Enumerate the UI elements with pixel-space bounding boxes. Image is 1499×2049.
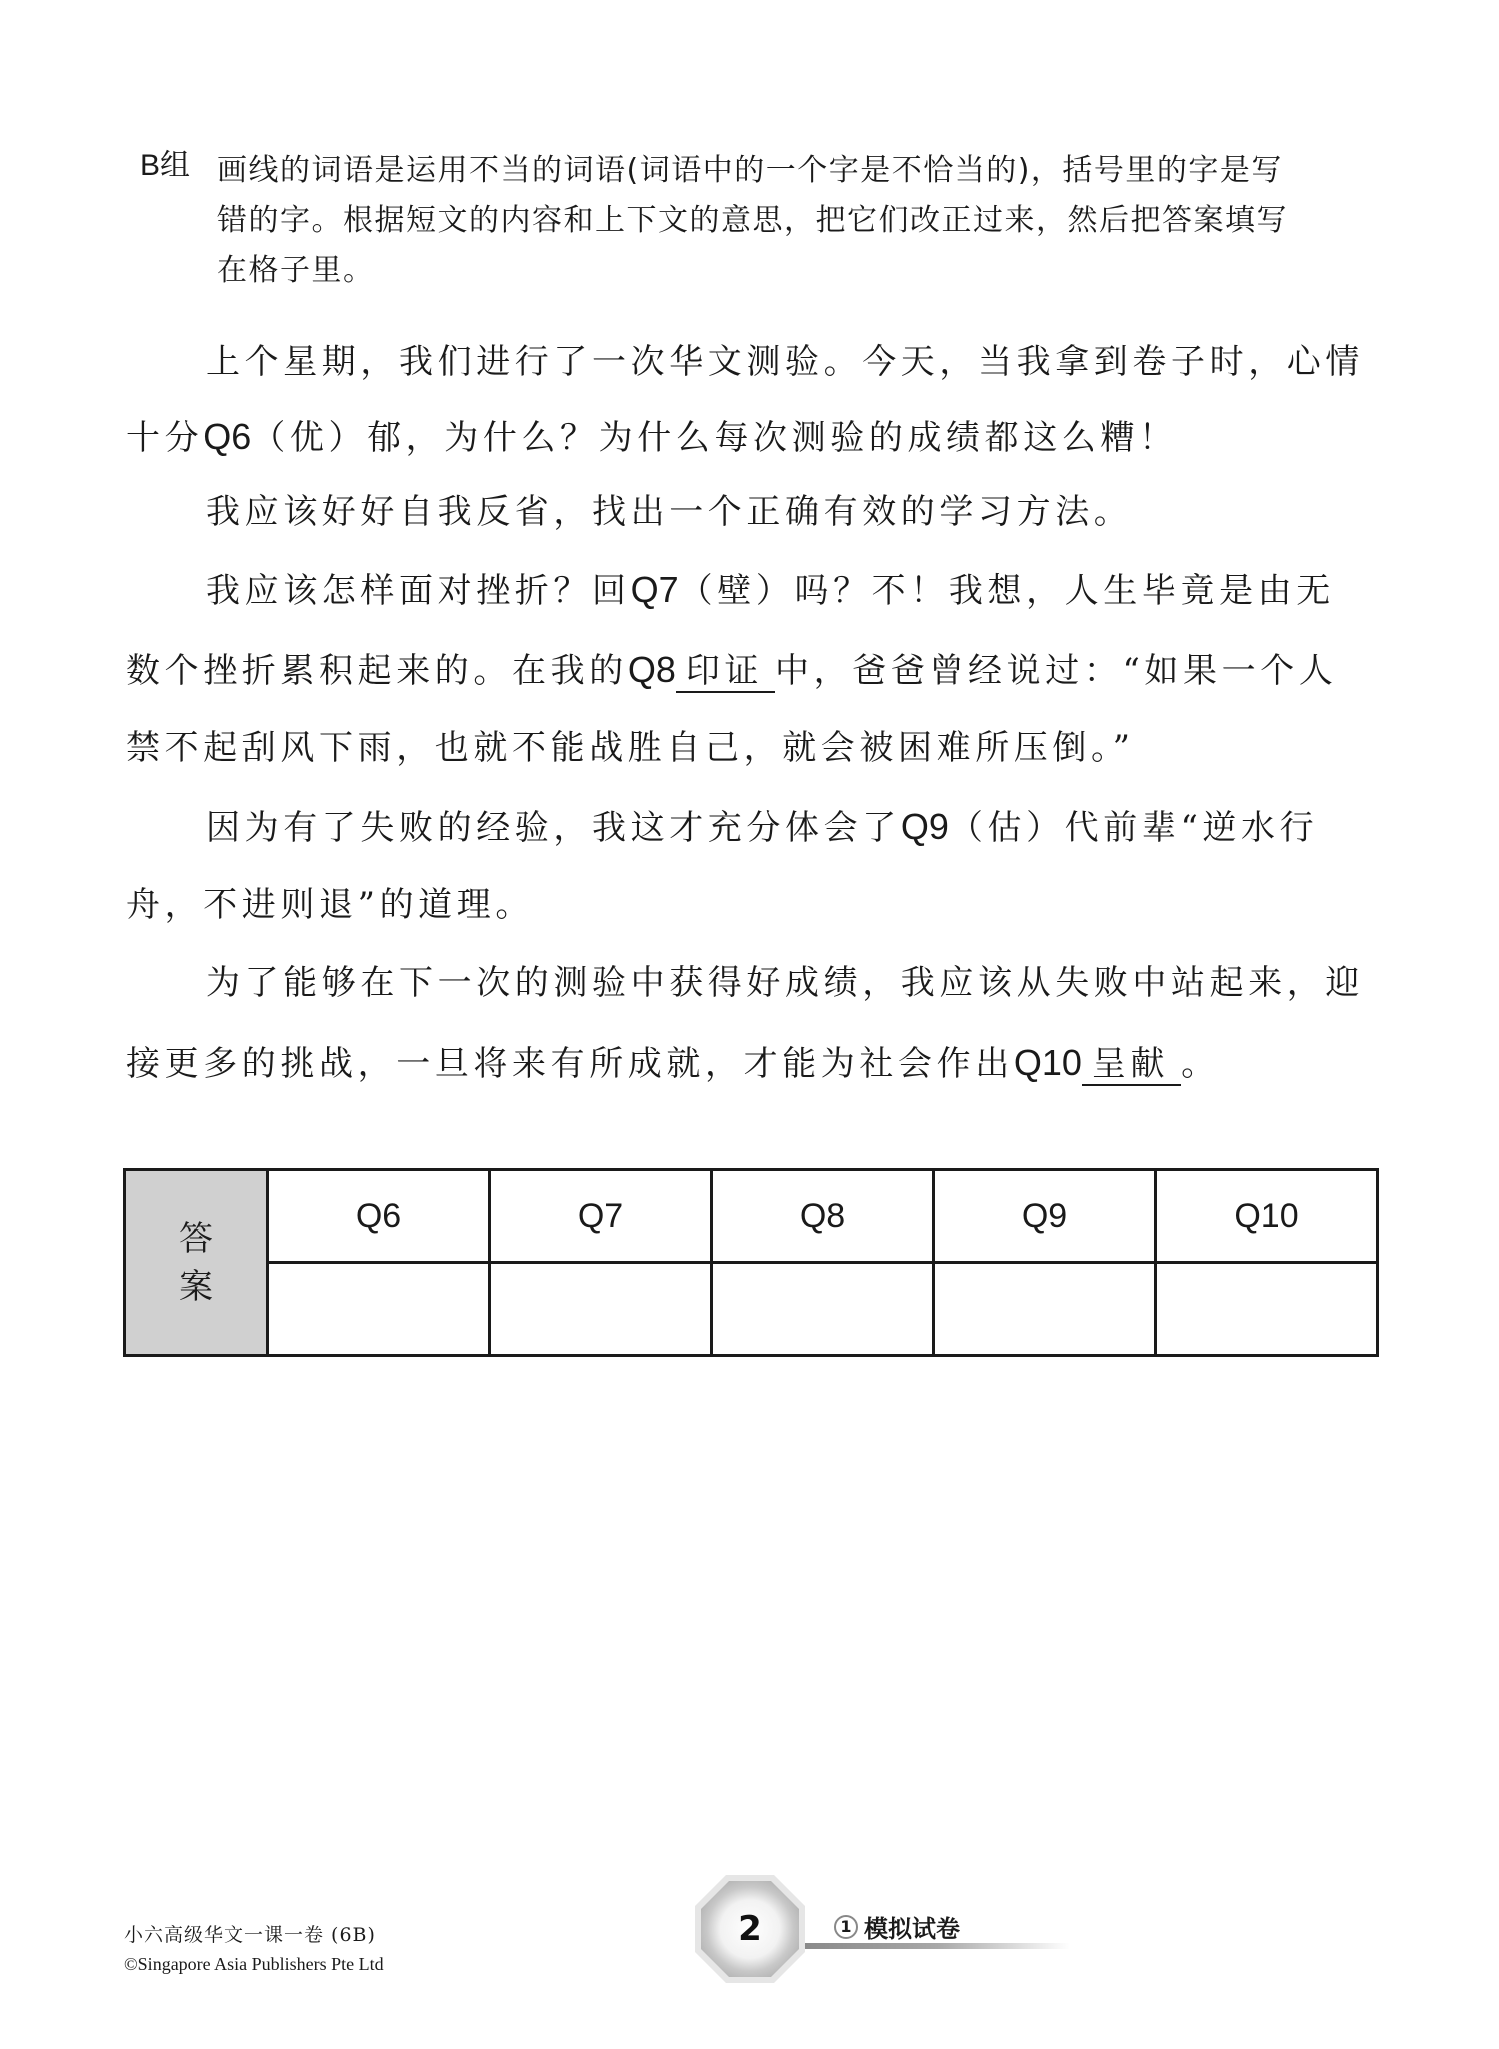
column-header-q9: Q9 [934, 1170, 1156, 1263]
answer-cell-q10[interactable] [1156, 1263, 1378, 1356]
chapter-label [834, 1909, 960, 1944]
column-header-q6: Q6 [268, 1170, 490, 1263]
instruction-line: 在格子里。 [217, 253, 375, 288]
answer-cell-q7[interactable] [490, 1263, 712, 1356]
text: 十分 [126, 418, 204, 458]
instruction-line: 画线的词语是运用不当的词语(词语中的一个字是不恰当的)，括号里的字是写 [217, 153, 1283, 188]
text: 吗？不！我想，人生毕竟是由无 [794, 571, 1335, 611]
answer-cell-q6[interactable] [268, 1263, 490, 1356]
page-number: 2 [738, 1909, 762, 1949]
paren-close: ） [755, 571, 795, 611]
wrong-char-q6: 优 [289, 418, 329, 458]
chapter-title: 模拟试卷 [864, 1915, 960, 1943]
column-header-q10: Q10 [1156, 1170, 1378, 1263]
passage-line-6: 禁不起刮风下雨，也就不能战胜自己，就会被困难所压倒。” [126, 728, 1135, 768]
passage-line-10 [126, 1041, 1376, 1086]
chapter-number-circle-icon: 1 [834, 1915, 858, 1939]
passage-line-2 [126, 415, 1376, 460]
passage-line-1: 上个星期，我们进行了一次华文测验。今天，当我拿到卷子时，心情 [206, 342, 1364, 382]
question-label-q10: Q10 [1013, 1042, 1082, 1083]
column-header-q7: Q7 [490, 1170, 712, 1263]
answer-header-char: 案 [179, 1266, 213, 1307]
answer-cell-q8[interactable] [712, 1263, 934, 1356]
text: 中，爸爸曾经说过：“如果一个人 [775, 651, 1338, 691]
passage-line-7 [206, 805, 1456, 850]
text: 数个挫折累积起来的。在我的 [126, 651, 628, 691]
wrong-char-q9: 估 [987, 808, 1027, 848]
text: 。 [1181, 1044, 1220, 1084]
question-label-q9: Q9 [900, 806, 949, 847]
passage-line-3: 我应该好好自我反省，找出一个正确有效的学习方法。 [206, 492, 1133, 532]
paren-close: ） [328, 418, 368, 458]
instructions [217, 146, 1377, 296]
passage-line-8: 舟，不进则退”的道理。 [126, 885, 534, 925]
question-label-q8: Q8 [627, 649, 676, 690]
answer-header [125, 1170, 268, 1356]
passage-line-5 [126, 648, 1376, 693]
copyright: ©Singapore Asia Publishers Pte Ltd [124, 1954, 384, 1974]
wrong-char-q7: 壁 [717, 571, 756, 611]
paren-close: ） [1026, 808, 1065, 848]
section-label: B组 [140, 149, 191, 182]
text: 接更多的挑战，一旦将来有所成就，才能为社会作出 [126, 1044, 1014, 1084]
text: 郁，为什么？为什么每次测验的成绩都这么糟！ [367, 418, 1178, 458]
text: 因为有了失败的经验，我这才充分体会了 [206, 808, 901, 848]
paren-open: （ [678, 571, 718, 611]
text: 代前辈“逆水行 [1064, 808, 1319, 848]
paren-open: （ [251, 418, 290, 458]
instruction-line: 错的字。根据短文的内容和上下文的意思，把它们改正过来，然后把答案填写 [217, 203, 1288, 238]
passage-line-4 [206, 568, 1456, 613]
answer-cell-q9[interactable] [934, 1263, 1156, 1356]
paren-open: （ [948, 808, 988, 848]
text: 我应该怎样面对挫折？回 [206, 571, 631, 611]
question-label-q7: Q7 [630, 569, 679, 610]
book-title: 小六高级华文一课一卷 (6B) [124, 1924, 376, 1946]
underlined-word-q8: 印证 [676, 651, 775, 693]
chapter-divider-bar [805, 1943, 1070, 1949]
answer-header-char: 答 [179, 1218, 213, 1259]
passage-line-9: 为了能够在下一次的测验中获得好成绩，我应该从失败中站起来，迎 [206, 963, 1364, 1003]
answer-table [123, 1168, 1379, 1357]
underlined-word-q10: 呈献 [1082, 1044, 1181, 1086]
question-label-q6: Q6 [203, 416, 252, 457]
column-header-q8: Q8 [712, 1170, 934, 1263]
